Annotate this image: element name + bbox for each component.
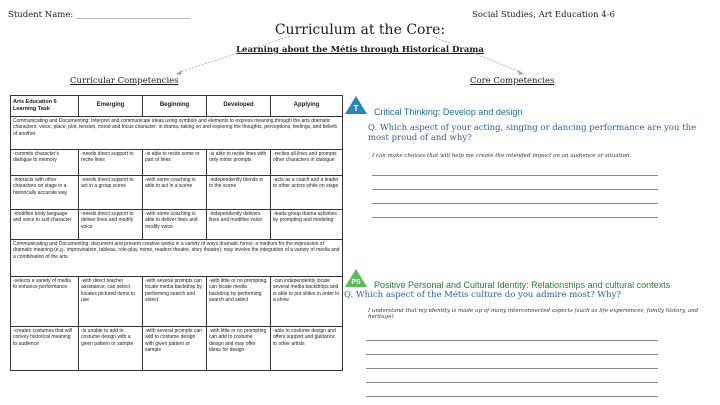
section-row [11, 117, 343, 150]
critical-thinking-block [344, 95, 714, 235]
answer-line [366, 382, 658, 383]
table-cell: -is able to recite some or part of lines [143, 150, 207, 176]
answer-line [372, 217, 658, 218]
table-row [11, 327, 343, 371]
table-cell: -independently blends in to the scene [207, 176, 271, 210]
answer-line [372, 203, 658, 204]
table-cell: -selects a variety of media to enhance performance [11, 277, 79, 327]
table-cell: -creates costumes that will convey historical meaning to audience [11, 327, 79, 371]
table-cell: -can independently locate several media backdrops and is able to put slides in order in a show [271, 277, 343, 327]
table-cell: -needs direct support to recite lines [79, 150, 143, 176]
table-cell: -leads group drama activities by prompting and modeling [271, 210, 343, 240]
core-competencies-heading: Core Competencies [470, 76, 555, 86]
answer-line [366, 368, 658, 369]
answer-line [366, 340, 658, 341]
table-cell: -with several prompts can locate media backdrop by performing search and select [143, 277, 207, 327]
page-subtitle: Learning about the Métis through Historical Drama [236, 45, 484, 55]
table-cell: -recites all lines and prompts other characters in dialogue [271, 150, 343, 176]
table-cell: -interacts with other characters on stage in a historically accurate way [11, 176, 79, 210]
table-cell: -with several prompts can add to costume design with given pattern or sample [143, 327, 207, 371]
table-cell: -needs direct support to act in a group scene [79, 176, 143, 210]
table-cell: -with direct teacher assistance, can select locates pictured items to use [79, 277, 143, 327]
critical-thinking-badge-icon [344, 95, 368, 115]
cultural-identity-note: I understand that my identity is made up of many interconnected aspects (such as life experiences, family history, and heritage) [368, 308, 699, 320]
table-cell: -acts as a coach and a leader to other actors while on stage [271, 176, 343, 210]
cultural-identity-block [344, 268, 714, 403]
section2-description: Communicating and Documenting: document and present creative works in a variety of ways dramatic forms: a medium for the expression of dramatic meaning (e.g., improvisation, tableau, role-play, mime, readers theatre, story theatre); may involve the integration of a variety of media and a combination of the arts [11, 240, 343, 277]
critical-thinking-question: Q. Which aspect of your acting, singing or dancing performance are you the most proud of and why? [368, 123, 697, 143]
table-cell: -independently delivers lines and modifies voice [207, 210, 271, 240]
badge-label: PS [351, 279, 361, 286]
section1-description: Communicating and Documenting: Interpret and communicate ideas using symbols and elements to express meaning through the arts dramatic characters: voice, place, plot, tension, mood and focus character: in drama, taking on and exploring the thoughts, perceptions, feelings, and beliefs of another [11, 117, 343, 150]
answer-line [372, 175, 658, 176]
rubric-table [10, 95, 343, 371]
table-cell: -is able to recite lines with only minor prompts [207, 150, 271, 176]
table-cell: -with little or no prompting can add to costume design and may offer ideas for design [207, 327, 271, 371]
col-applying: Applying [271, 96, 343, 117]
page-title: Curriculum at the Core: [274, 22, 446, 38]
answer-line [372, 189, 658, 190]
rubric-header-row [11, 96, 343, 117]
curricular-competencies-heading: Curricular Competencies [70, 76, 179, 86]
table-cell: -commits character's dialogue to memory [11, 150, 79, 176]
table-cell: -with little or no prompting, can locate media backdrop by performing search and select [207, 277, 271, 327]
answer-line [366, 396, 658, 397]
col-developed: Developed [207, 96, 271, 117]
section-row [11, 240, 343, 277]
critical-thinking-title: Critical Thinking: Develop and design [374, 107, 523, 117]
col-emerging: Emerging [79, 96, 143, 117]
cultural-identity-question: Q. Which aspect of the Métis culture do you admire most? Why? [344, 290, 621, 300]
col-beginning: Beginning [143, 96, 207, 117]
student-name-label: Student Name: ___________________________ [8, 10, 191, 20]
cultural-identity-title: Positive Personal and Cultural Identity: Relationships and cultural contexts [374, 280, 671, 290]
table-row [11, 150, 343, 176]
cultural-identity-badge-icon [344, 268, 368, 288]
table-cell: -with some coaching is able to act in a scene [143, 176, 207, 210]
table-cell: -able to costume design and offers support and guidance to other artists [271, 327, 343, 371]
table-cell: -with some coaching is able to deliver lines and modify voice [143, 210, 207, 240]
critical-thinking-note: I can make choices that will help me create the intended impact on an audience or situation. [372, 153, 632, 159]
table-row [11, 210, 343, 240]
badge-label: T [353, 104, 359, 113]
course-label: Social Studies, Art Education 4-6 [472, 10, 615, 20]
table-cell: -needs direct support to deliver lines and modify voice [79, 210, 143, 240]
col-task: Arts Education 6 Learning Task [11, 96, 79, 117]
table-row [11, 176, 343, 210]
table-row [11, 277, 343, 327]
answer-line [366, 354, 658, 355]
table-cell: -modifies body language and voice to suit character [11, 210, 79, 240]
table-cell: -is unable to add to costume design with a given pattern or sample [79, 327, 143, 371]
